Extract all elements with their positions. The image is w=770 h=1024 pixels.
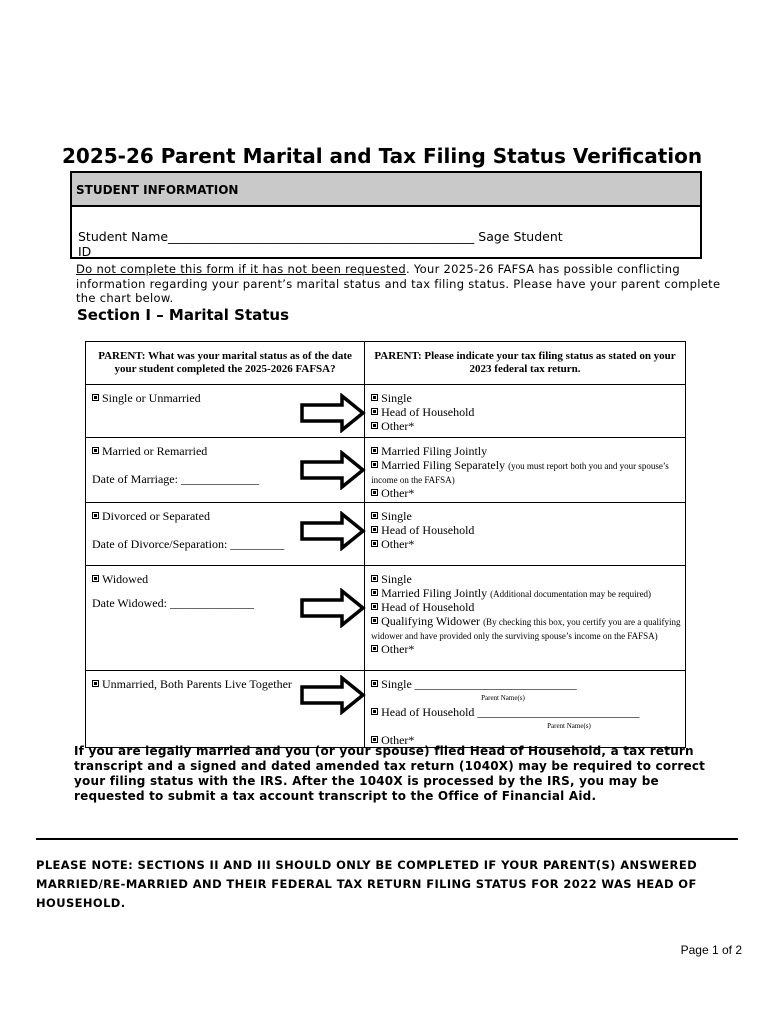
page-number: Page 1 of 2 [680,943,742,957]
table-row [86,566,686,671]
list-item[interactable]: Married Filing Separately (you must report both you and your spouse’s income on the FAFSA) [371,458,669,485]
checkbox-icon[interactable] [92,394,99,401]
list-item[interactable]: Head of Household [371,600,681,614]
status-cell [86,438,365,503]
filing-cell [365,671,686,748]
status-cell [86,671,365,748]
filing-cell [365,566,686,671]
table-row [86,385,686,438]
student-information-box [70,171,702,259]
status-cell [86,503,365,566]
list-item[interactable]: Head of Household ___________________________ [371,705,681,719]
list-item[interactable]: Other* [371,733,681,747]
intro-text: . Your 2025-26 FAFSA has possible conflicting information regarding your parent’s marital status and tax filing status. Please have your parent complete the chart below. [76,262,721,305]
parent-name-label: Parent Name(s) [547,722,591,730]
checkbox-icon[interactable] [371,589,378,596]
status-cell [86,566,365,671]
table-row [86,503,686,566]
checkbox-icon[interactable] [371,708,378,715]
list-item[interactable]: Head of Household [371,405,681,419]
status-label: Single or Unmarried [102,391,201,405]
list-item[interactable]: Other* [371,537,681,551]
header-tax-filing-status: PARENT: Please indicate your tax filing status as stated on your 2023 federal tax return. [365,342,686,385]
intro-warning: Do not complete this form if it has not been requested [76,262,406,276]
list-item[interactable]: Other* [371,419,681,433]
status-label: Unmarried, Both Parents Live Together [102,677,292,691]
status-label: Married or Remarried [102,444,208,458]
filing-cell [365,438,686,503]
checkbox-icon[interactable] [92,447,99,454]
status-label: Divorced or Separated [102,509,210,523]
intro-paragraph [76,262,726,306]
checkbox-icon[interactable] [371,422,378,429]
filing-cell [365,385,686,438]
list-item[interactable]: Married Filing Jointly (Additional documentation may be required) [371,586,681,600]
arrow-right-icon [300,393,366,433]
page-title: 2025-26 Parent Marital and Tax Filing Status Verification [62,144,703,168]
date-widowed-field[interactable]: Date Widowed: ______________ [92,596,254,610]
list-item[interactable]: Other* [371,642,681,656]
arrow-right-icon [300,511,366,551]
table-row [86,671,686,748]
checkbox-icon[interactable] [371,540,378,547]
checkbox-icon[interactable] [371,736,378,743]
sections-note: PLEASE NOTE: SECTIONS II AND III SHOULD ONLY BE COMPLETED IF YOUR PARENT(S) ANSWERED MARRIED/RE-MARRIED AND THEIR FEDERAL TAX RETURN FILING STATUS FOR 2022 WAS HEAD OF HOUSEHOLD. [36,858,698,910]
checkbox-icon[interactable] [371,394,378,401]
checkbox-icon[interactable] [92,512,99,519]
list-item[interactable]: Single [371,391,681,405]
checkbox-icon[interactable] [371,645,378,652]
table-header-row [86,342,686,385]
checkbox-icon[interactable] [371,680,378,687]
arrow-right-icon [300,675,366,715]
header-marital-status: PARENT: What was your marital status as of the date your student completed the 2025-2026 FAFSA? [86,342,365,385]
list-item[interactable]: Single [371,572,681,586]
checkbox-icon[interactable] [371,447,378,454]
student-information-heading: STUDENT INFORMATION [72,173,700,207]
date-of-marriage-field[interactable]: Date of Marriage: _____________ [92,472,259,486]
checkbox-icon[interactable] [371,408,378,415]
list-item[interactable]: Single [371,509,681,523]
marital-status-table [85,341,686,748]
parent-name-label: Parent Name(s) [481,694,525,702]
section-title: Section I – Marital Status [77,306,290,324]
list-item[interactable]: Head of Household [371,523,681,537]
head-of-household-note: If you are legally married and you (or your spouse) filed Head of Household, a tax return transcript and a signed and dated amended tax return (1040X) may be required to correct your filing status with the IRS. After the 1040X is processed by the IRS, you may be requested to submit a tax account transcript to the Office of Financial Aid. [74,744,706,803]
checkbox-icon[interactable] [92,680,99,687]
list-item[interactable]: Other* [371,486,681,500]
checkbox-icon[interactable] [371,461,378,468]
checkbox-icon[interactable] [371,512,378,519]
student-name-id-line[interactable]: Student Name_________________________________________________ Sage Student ID____________________ [78,229,563,259]
arrow-right-icon [300,450,366,490]
status-cell [86,385,365,438]
filing-cell [365,503,686,566]
status-label: Widowed [102,572,149,586]
table-row [86,438,686,503]
divider [36,838,738,840]
arrow-right-icon [300,588,366,628]
checkbox-icon[interactable] [371,489,378,496]
date-of-divorce-field[interactable]: Date of Divorce/Separation: _________ [92,537,285,551]
checkbox-icon[interactable] [371,617,378,624]
checkbox-icon[interactable] [371,575,378,582]
checkbox-icon[interactable] [92,575,99,582]
list-item[interactable]: Qualifying Widower (By checking this box, you certify you are a qualifying widower and have provided only the surviving spouse’s income on the FAFSA) [371,614,681,641]
checkbox-icon[interactable] [371,603,378,610]
list-item[interactable]: Single ___________________________ [371,677,681,691]
list-item[interactable]: Married Filing Jointly [371,444,681,458]
checkbox-icon[interactable] [371,526,378,533]
